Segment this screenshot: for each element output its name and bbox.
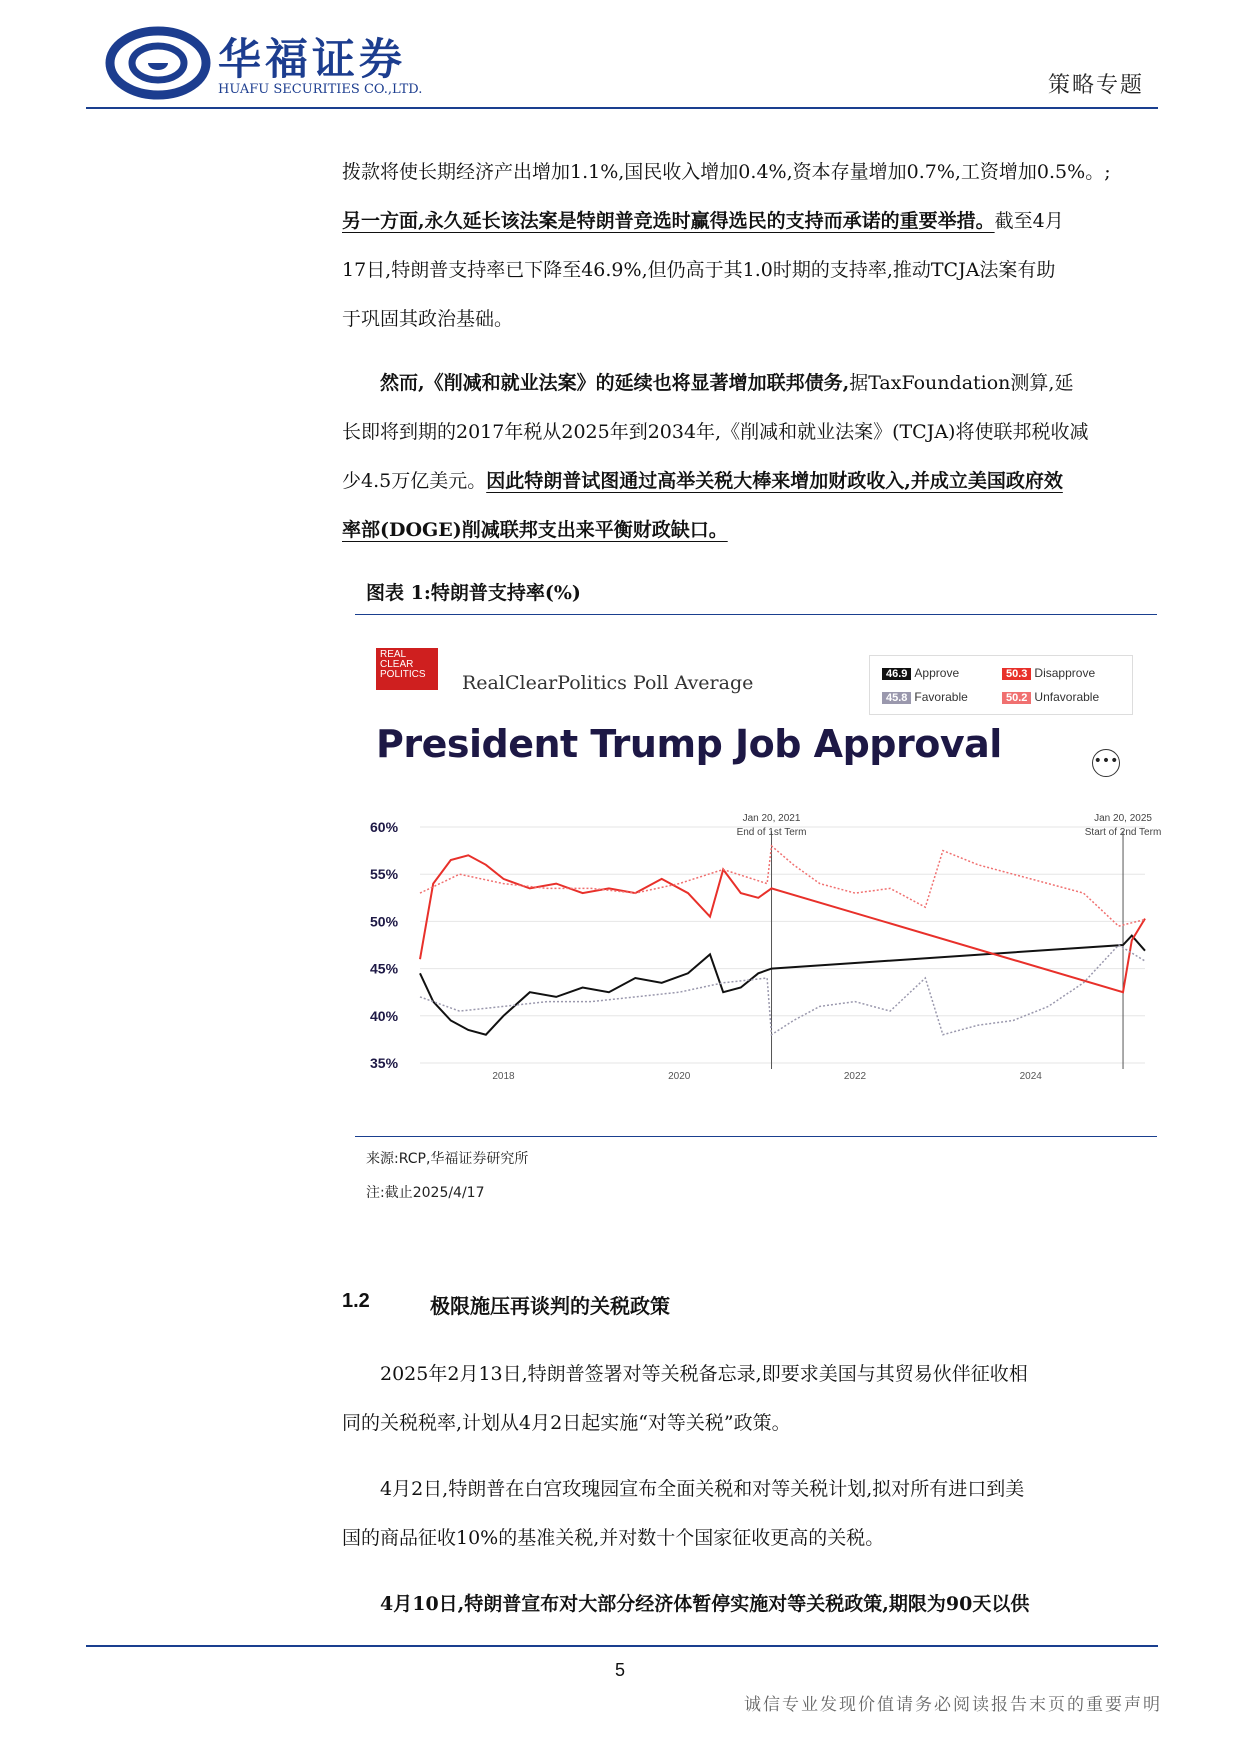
text-line: 同的关税税率,计划从4月2日起实施“对等关税”政策。 [342, 1412, 791, 1434]
rcp-logo [376, 648, 438, 690]
legend-disapprove [1002, 666, 1095, 680]
legend-unfavorable [1002, 690, 1099, 704]
section-number: 1.2 [342, 1290, 370, 1312]
text-line: 于巩固其政治基础。 [342, 308, 514, 330]
legend-value: 46.9 [882, 668, 911, 680]
text-line [342, 197, 1157, 246]
figure-note: 注:截止2025/4/17 [366, 1185, 485, 1201]
figure-source: 来源:RCP,华福证券研究所 [366, 1151, 529, 1167]
legend-value: 50.2 [1002, 692, 1031, 704]
y-tick-label: 50% [370, 913, 399, 930]
emphasis-text: 因此特朗普试图通过高举关税大棒来增加财政收入,并成立美国政府效 [486, 470, 1063, 492]
series-line-disapprove [420, 855, 1145, 992]
term-marker-date: Jan 20, 2021 [742, 813, 801, 824]
footer-divider [86, 1645, 1158, 1647]
section-paragraph-2 [342, 1465, 1157, 1563]
logo-line: CLEAR [380, 659, 414, 670]
header-divider [86, 107, 1158, 109]
text-span: 少4.5万亿美元。 [342, 470, 487, 492]
paragraph-1 [342, 148, 1157, 344]
y-tick-label: 35% [370, 1055, 399, 1071]
term-marker-label: End of 1st Term [736, 827, 807, 838]
text-line: 2025年2月13日,特朗普签署对等关税备忘录,即要求美国与其贸易伙伴征收相 [380, 1363, 1028, 1385]
legend-approve [882, 666, 959, 680]
more-options-button[interactable]: ••• [1092, 749, 1120, 777]
caption-divider [355, 614, 1157, 615]
y-tick-label: 45% [370, 960, 399, 977]
page-number: 5 [614, 1660, 625, 1680]
document-type: 策略专题 [1048, 73, 1145, 98]
company-name-en: HUAFU SECURITIES CO.,LTD. [218, 82, 423, 97]
approval-line-chart [370, 813, 1162, 1090]
legend-favorable [882, 690, 968, 704]
text-line: 4月10日,特朗普宣布对大部分经济体暂停实施对等关税政策,期限为90天以供 [380, 1593, 1030, 1615]
legend-label: Unfavorable [1034, 690, 1100, 704]
text-line: 4月2日,特朗普在白宫玫瑰园宣布全面关税和对等关税计划,拟对所有进口到美 [380, 1478, 1025, 1500]
text-line: 17日,特朗普支持率已下降至46.9%,但仍高于其1.0时期的支持率,推动TCJA法案有助 [342, 259, 1056, 281]
chart-subtitle: RealClearPolitics Poll Average [462, 672, 754, 694]
x-tick-label: 2022 [843, 1071, 867, 1082]
x-tick-label: 2024 [1019, 1071, 1042, 1082]
series-line-unfavorable [420, 846, 1145, 926]
y-tick-label: 40% [370, 1007, 399, 1024]
legend-label: Favorable [914, 690, 968, 704]
term-marker-label: Start of 2nd Term [1084, 827, 1162, 838]
logo-line: REAL [380, 649, 407, 660]
section-paragraph-1 [342, 1350, 1157, 1448]
term-marker-date: Jan 20, 2025 [1094, 813, 1152, 824]
series-line-favorable [420, 945, 1145, 1035]
text-line [342, 359, 1157, 408]
huafu-logo-icon [108, 28, 208, 98]
x-tick-label: 2020 [668, 1071, 691, 1082]
text-line [342, 506, 1157, 555]
legend-value: 50.3 [1002, 668, 1031, 680]
series-line-approve [420, 936, 1145, 1035]
section-paragraph-3 [342, 1580, 1157, 1629]
footer-disclaimer: 诚信专业发现价值请务必阅读报告末页的重要声明 [744, 1695, 1162, 1715]
text-line: 国的商品征收10%的基准关税,并对数十个国家征收更高的关税。 [342, 1527, 885, 1549]
legend-value: 45.8 [882, 692, 911, 704]
chart-legend [869, 655, 1133, 715]
y-tick-label: 55% [370, 866, 399, 883]
legend-label: Disapprove [1034, 666, 1096, 680]
y-tick-label: 60% [370, 819, 399, 835]
text-line: 拨款将使长期经济产出增加1.1%,国民收入增加0.4%,资本存量增加0.7%,工资增加0.5%。; [342, 161, 1111, 183]
text-line [342, 457, 1157, 506]
text-span: 截至4月 [994, 210, 1064, 232]
chart-title: President Trump Job Approval [376, 722, 1002, 766]
figure-caption: 图表 1:特朗普支持率(%) [366, 582, 581, 604]
emphasis-text: 另一方面,永久延长该法案是特朗普竞选时赢得选民的支持而承诺的重要举措。 [342, 210, 995, 232]
figure-bottom-divider [355, 1136, 1157, 1137]
text-line: 长即将到期的2017年税从2025年到2034年,《削减和就业法案》(TCJA)将使联邦税收减 [342, 421, 1089, 443]
emphasis-text: 然而,《削减和就业法案》的延续也将显著增加联邦债务, [380, 372, 850, 394]
paragraph-2 [342, 359, 1157, 555]
section-title: 极限施压再谈判的关税政策 [430, 1294, 670, 1318]
x-tick-label: 2018 [492, 1071, 515, 1082]
logo-line: POLITICS [380, 669, 426, 680]
company-name-cn: 华福证券 [218, 35, 406, 85]
emphasis-text: 率部(DOGE)削减联邦支出来平衡财政缺口。 [342, 519, 728, 541]
text-span: 据TaxFoundation测算,延 [849, 372, 1074, 394]
legend-label: Approve [914, 666, 960, 680]
